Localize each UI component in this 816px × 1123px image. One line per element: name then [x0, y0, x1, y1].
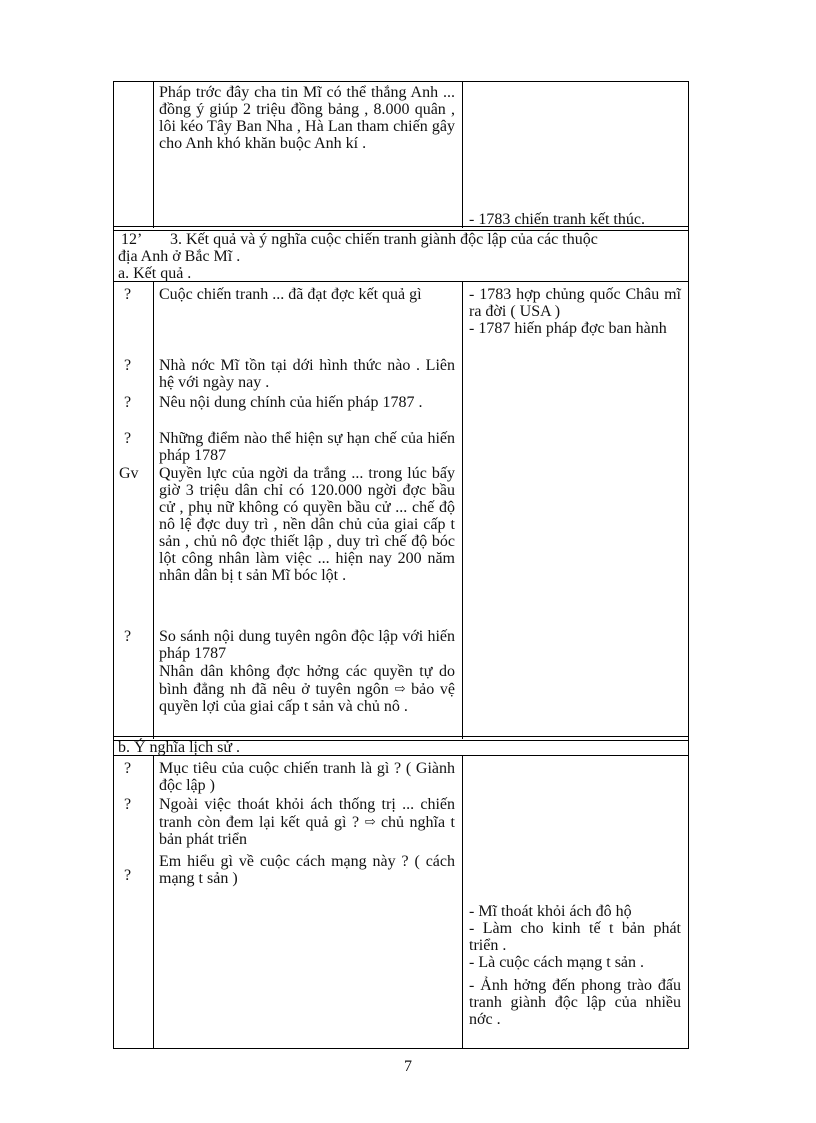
subsection-heading: a. Kết quả .: [118, 265, 192, 282]
table-cell-note: [469, 286, 681, 337]
note-text: - 1787 hiến pháp đợc ban hành: [469, 320, 667, 337]
row-separator: [113, 281, 689, 282]
question-mark: ?: [124, 357, 132, 374]
question-text: Em hiểu gì về cuộc cách mạng này ? ( cách mạng t sản ): [159, 853, 455, 887]
table-border-bottom: [113, 1048, 689, 1049]
note-text: - 1783 chiến tranh kết thúc.: [469, 211, 645, 228]
column-divider: [153, 81, 154, 228]
column-divider: [153, 755, 154, 1049]
column-divider: [462, 281, 463, 739]
question-mark: ?: [124, 286, 132, 303]
question-mark: ?: [124, 760, 132, 777]
question-mark: ?: [124, 628, 132, 645]
note-text: - Là cuộc cách mạng t sản .: [469, 954, 645, 971]
time-label: 12’: [121, 231, 143, 248]
column-divider: [153, 281, 154, 739]
content-paragraph: Pháp trớc đây cha tin Mĩ có thể thắng Anh ... đồng ý giúp 2 triệu đồng bảng , 8.000 quân , lôi kéo Tây Ban Nha , Hà Lan tham chiến gây cho Anh khó khăn buộc Anh kí .: [159, 84, 455, 152]
table-cell-note: [469, 211, 681, 228]
question-text: Nhà nớc Mĩ tồn tại dới hình thức nào . Liên hệ với ngày nay .: [159, 357, 455, 391]
question-text: Ngoài việc thoát khỏi ách thống trị ... chiến tranh còn đem lại kết quả gì ? ⇨ chủ nghĩa t bản phát triển: [159, 796, 456, 848]
teacher-explanation: Quyền lực của ngời da trắng ... trong lúc bấy giờ 3 triệu dân chỉ có 120.000 ngời đợc bầu cử , phụ nữ không có quyền bầu cử ... chế độ nô lệ đợc duy trì , nền dân chủ của giai cấp t sản , chủ nô đợc thiết lập , duy trì chế độ bóc lột công nhân làm việc ... hiện nay 200 năm nhân dân bị t sản Mĩ bóc lột .: [159, 465, 455, 584]
question-mark: ?: [124, 430, 132, 447]
section-heading: 3. Kết quả và ý nghĩa cuộc chiến tranh giành độc lập của các thuộc: [170, 231, 598, 248]
column-divider: [462, 755, 463, 1049]
page-number: 7: [404, 1058, 412, 1075]
arrow-right-outline-icon: ⇨: [364, 814, 376, 829]
answer-text: Nhân dân không đợc hởng các quyền tự do bình đẳng nh đã nêu ở tuyên ngôn ⇨ bảo vệ quyền lợi của giai cấp t sản và chủ nô .: [159, 663, 456, 715]
note-text: - Mĩ thoát khỏi ách đô hộ: [469, 903, 632, 920]
column-divider: [462, 81, 463, 228]
question-mark: ?: [124, 394, 132, 411]
question-text: Nêu nội dung chính của hiến pháp 1787 .: [159, 394, 423, 411]
question-text: So sánh nội dung tuyên ngôn độc lập với hiến pháp 1787: [159, 628, 455, 662]
teacher-mark: Gv: [119, 465, 139, 482]
question-text: Những điểm nào thể hiện sự hạn chế của hiến pháp 1787: [159, 430, 455, 464]
table-border-left: [113, 81, 114, 1049]
table-border-right: [688, 81, 689, 1049]
table-cell-note: [469, 903, 681, 1028]
note-text: - Ảnh hởng đến phong trào đấu tranh giành độc lập của nhiều nớc .: [469, 977, 681, 1028]
subsection-heading: b. Ý nghĩa lịch sử .: [118, 739, 240, 756]
arrow-right-outline-icon: ⇨: [394, 681, 406, 696]
question-mark: ?: [124, 796, 132, 813]
note-text: - 1783 hợp chủng quốc Châu mĩ ra đời ( USA ): [469, 286, 681, 320]
table-cell-content: [159, 84, 455, 152]
note-text: - Làm cho kinh tế t bản phát triển .: [469, 920, 681, 954]
question-text: Mục tiêu của cuộc chiến tranh là gì ? ( Giành độc lập ): [159, 760, 455, 794]
question-mark: ?: [124, 867, 132, 884]
table-border-top: [113, 81, 689, 82]
section-heading-continued: địa Anh ở Bắc Mĩ .: [118, 248, 241, 265]
question-text: Cuộc chiến tranh ... đã đạt đợc kết quả gì: [159, 286, 422, 303]
